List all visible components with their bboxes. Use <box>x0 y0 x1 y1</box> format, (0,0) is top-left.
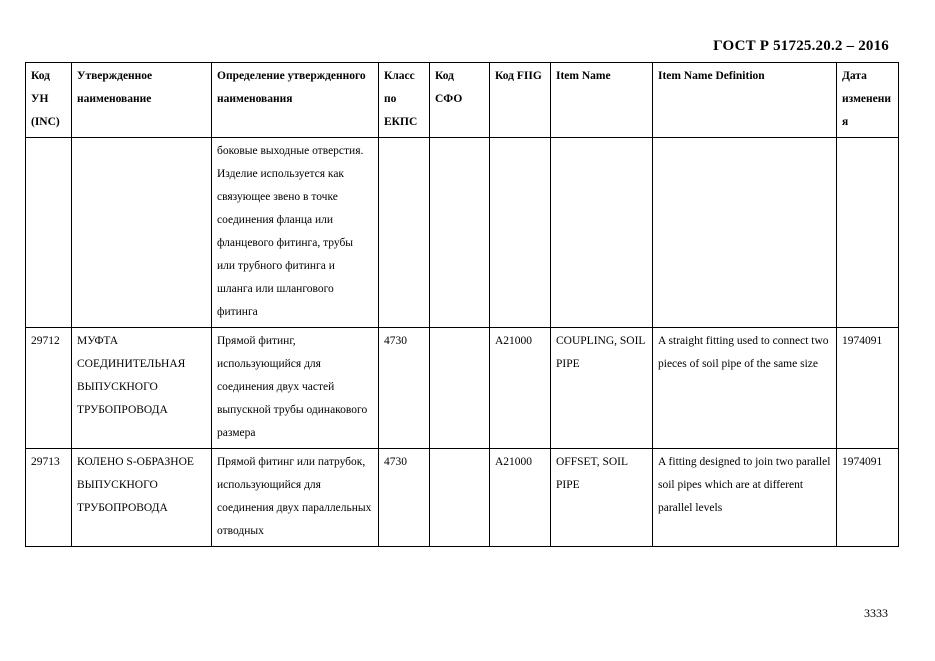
cell-ekps-class: 4730 <box>379 449 430 547</box>
header-approved-name: Утвержденное наименование <box>72 63 212 138</box>
cell-ekps-class <box>379 138 430 328</box>
cell-change-date <box>837 138 899 328</box>
header-fiig-code: Код FIIG <box>490 63 551 138</box>
cell-item-name-definition <box>653 138 837 328</box>
cell-item-name <box>551 138 653 328</box>
table-header-row <box>26 63 899 138</box>
cell-item-name: COUPLING, SOIL PIPE <box>551 328 653 449</box>
cell-approved-name: МУФТА СОЕДИНИТЕЛЬНАЯ ВЫПУСКНОГО ТРУБОПРОВОДА <box>72 328 212 449</box>
table-row <box>26 449 899 547</box>
cell-item-name-definition: A fitting designed to join two parallel soil pipes which are at different parallel levels <box>653 449 837 547</box>
cell-inc-code <box>26 138 72 328</box>
header-change-date: Дата изменения <box>837 63 899 138</box>
header-item-name-definition: Item Name Definition <box>653 63 837 138</box>
cell-ekps-class: 4730 <box>379 328 430 449</box>
cell-inc-code: 29712 <box>26 328 72 449</box>
cell-item-name: OFFSET, SOIL PIPE <box>551 449 653 547</box>
cell-inc-code: 29713 <box>26 449 72 547</box>
cell-fiig-code <box>490 138 551 328</box>
cell-approved-name: КОЛЕНО S-ОБРАЗНОЕ ВЫПУСКНОГО ТРУБОПРОВОДА <box>72 449 212 547</box>
cell-approved-name <box>72 138 212 328</box>
cell-fiig-code: A21000 <box>490 328 551 449</box>
header-item-name: Item Name <box>551 63 653 138</box>
table-row <box>26 138 899 328</box>
document-title: ГОСТ Р 51725.20.2 – 2016 <box>713 38 889 54</box>
cell-sfo-code <box>430 449 490 547</box>
table-row <box>26 328 899 449</box>
cell-name-definition: боковые выходные отверстия. Изделие используется как связующее звено в точке соединения фланца или фланцевого фитинга, трубы или трубного фитинга и шланга или шлангового фитинга <box>212 138 379 328</box>
header-inc-code: Код УН (INC) <box>26 63 72 138</box>
item-name-table <box>25 62 899 547</box>
cell-sfo-code <box>430 328 490 449</box>
cell-change-date: 1974091 <box>837 328 899 449</box>
page-number: 3333 <box>864 606 888 620</box>
header-ekps-class: Класс по ЕКПС <box>379 63 430 138</box>
cell-name-definition: Прямой фитинг, использующийся для соединения двух частей выпускной трубы одинакового размера <box>212 328 379 449</box>
cell-change-date: 1974091 <box>837 449 899 547</box>
cell-sfo-code <box>430 138 490 328</box>
header-sfo-code: Код СФО <box>430 63 490 138</box>
cell-fiig-code: A21000 <box>490 449 551 547</box>
cell-name-definition: Прямой фитинг или патрубок, использующийся для соединения двух параллельных отводных <box>212 449 379 547</box>
header-name-definition: Определение утвержденного наименования <box>212 63 379 138</box>
cell-item-name-definition: A straight fitting used to connect two pieces of soil pipe of the same size <box>653 328 837 449</box>
